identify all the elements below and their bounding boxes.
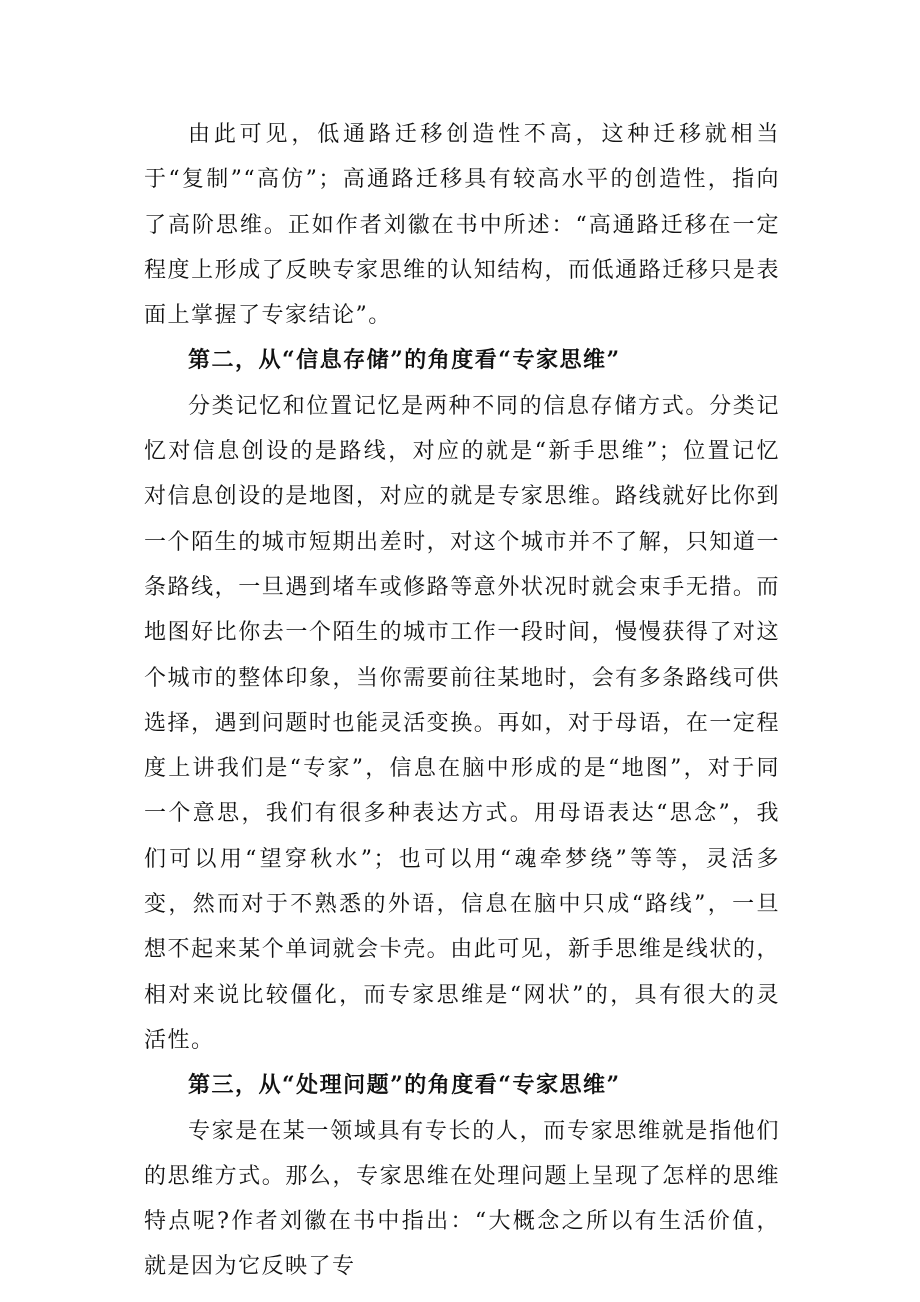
section-heading-problem-solving: 第三，从“处理问题”的角度看“专家思维”	[188, 1072, 621, 1099]
paragraph-high-low-road-transfer: 由此可见，低通路迁移创造性不高，这种迁移就相当于“复制”“高仿”；高通路迁移具有较高水平的创造性，指向了高阶思维。正如作者刘徽在书中所述：“高通路迁移在一定程度上形成了反映专家思维的认知结构，而低通路迁移只是表面上掌握了专家结论”。	[144, 122, 780, 329]
section-heading-information-storage: 第二，从“信息存储”的角度看“专家思维”	[188, 347, 621, 374]
document-page	[144, 112, 780, 1290]
paragraph-route-vs-map-memory: 分类记忆和位置记忆是两种不同的信息存储方式。分类记忆对信息创设的是路线，对应的就是“新手思维”；位置记忆对信息创设的是地图，对应的就是专家思维。路线就好比你到一个陌生的城市短期出差时，对这个城市并不了解，只知道一条路线，一旦遇到堵车或修路等意外状况时就会束手无措。而地图好比你去一个陌生的城市工作一段时间，慢慢获得了对这个城市的整体印象，当你需要前往某地时，会有多条路线可供选择，遇到问题时也能灵活变换。再如，对于母语，在一定程度上讲我们是“专家”，信息在脑中形成的是“地图”，对于同一个意思，我们有很多种表达方式。用母语表达“思念”，我们可以用“望穿秋水”；也可以用“魂牵梦绕”等等，灵活多变，然而对于不熟悉的外语，信息在脑中只成“路线”，一旦想不起来某个单词就会卡壳。由此可见，新手思维是线状的，相对来说比较僵化，而专家思维是“网状”的，具有很大的灵活性。	[144, 393, 780, 1053]
paragraph-expert-thinking-characteristics: 专家是在某一领域具有专长的人，而专家思维就是指他们的思维方式。那么，专家思维在处理问题上呈现了怎样的思维特点呢?作者刘徽在书中指出：“大概念之所以有生活价值，就是因为它反映了专	[144, 1118, 780, 1280]
